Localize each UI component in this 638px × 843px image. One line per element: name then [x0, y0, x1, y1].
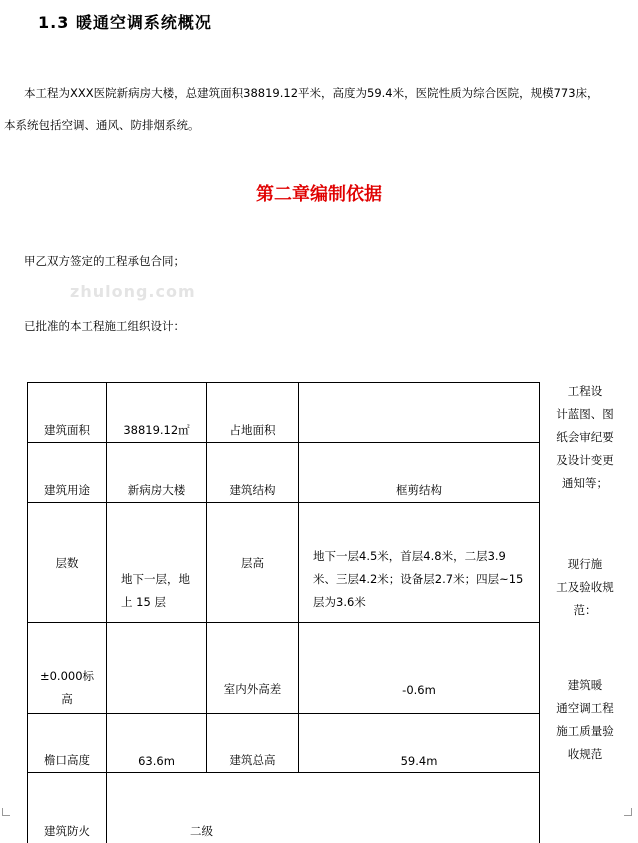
table-row: [28, 773, 540, 843]
basis-item-organization-design: 已批准的本工程施工组织设计：: [24, 319, 185, 333]
side-note-hvac-quality-code: 建筑暖 通空调工程 施工质量验 收规范: [556, 678, 614, 761]
basis-item-contract: 甲乙双方签定的工程承包合同；: [24, 254, 185, 268]
table-cell-label: 建筑面积: [28, 383, 107, 443]
table-cell-value: 38819.12㎡: [107, 383, 207, 443]
table-cell-value: 地下一层，地 上 15 层: [107, 503, 207, 623]
table-cell-value: [107, 623, 207, 714]
building-overview-table: [27, 382, 540, 843]
side-note-design-drawings: 工程设 计蓝图、图 纸会审纪要 及设计变更 通知等；: [556, 384, 614, 490]
side-note-acceptance-standards: 现行施 工及验收规 范：: [556, 557, 614, 617]
table-row: [28, 503, 540, 623]
intro-paragraph-line-1: 本工程为XXX医院新病房大楼，总建筑面积38819.12平米，高度为59.4米，医院性质为综合医院，规模773床，: [24, 86, 599, 100]
table-cell-label: 室内外高差: [207, 623, 299, 714]
table-cell-label: 占地面积: [207, 383, 299, 443]
table-cell-label: 檐口高度: [28, 714, 107, 773]
table-cell-value: [299, 383, 540, 443]
table-cell-label: 建筑总高: [207, 714, 299, 773]
intro-paragraph-line-2: 本系统包括空调、通风、防排烟系统。: [4, 118, 200, 132]
table-cell-value: 二级: [107, 773, 540, 843]
table-cell-label: ±0.000标 高: [28, 623, 107, 714]
table-row: [28, 383, 540, 443]
table-cell-value: -0.6m: [299, 623, 540, 714]
table-row: [28, 714, 540, 773]
table-cell-label: 建筑用途: [28, 443, 107, 503]
table-cell-label: 建筑结构: [207, 443, 299, 503]
table-cell-label: 层高: [207, 503, 299, 623]
table-cell-value: 59.4m: [299, 714, 540, 773]
table-cell-label: 层数: [28, 503, 107, 623]
page-corner-mark-right: [624, 808, 632, 816]
chapter-title: 第二章编制依据: [256, 184, 382, 205]
page-corner-mark-left: [2, 808, 10, 816]
section-title: 1.3 暖通空调系统概况: [38, 13, 212, 32]
table-cell-value: 框剪结构: [299, 443, 540, 503]
table-cell-value: 地下一层4.5米，首层4.8米，二层3.9 米、三层4.2米；设备层2.7米；四层~15 层为3.6米: [299, 503, 540, 623]
table-cell-label: 建筑防火: [28, 773, 107, 843]
table-row: [28, 623, 540, 714]
table-cell-value: 63.6m: [107, 714, 207, 773]
watermark: zhulong.com: [70, 282, 196, 301]
table-row: [28, 443, 540, 503]
table-cell-value: 新病房大楼: [107, 443, 207, 503]
